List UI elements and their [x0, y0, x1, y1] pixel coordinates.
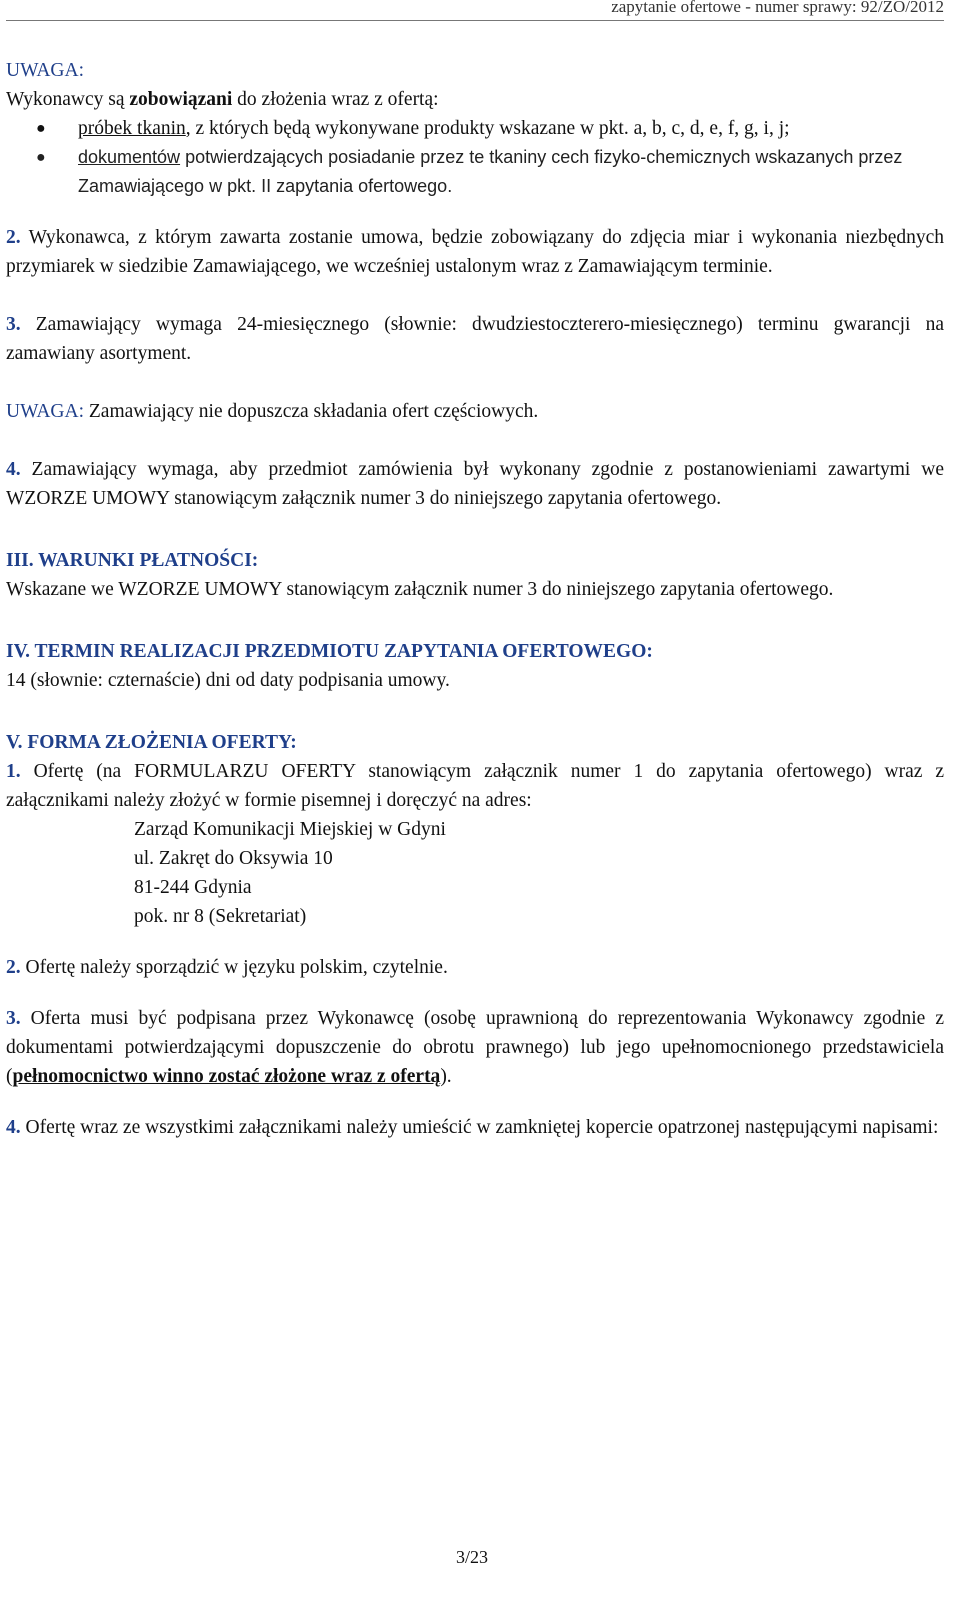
- section-5-heading: V. FORMA ZŁOŻENIA OFERTY:: [6, 732, 297, 753]
- section-5-paragraph-4: 4. Ofertę wraz ze wszystkimi załącznikami należy umieścić w zamkniętej kopercie opatrzonej następującymi napisami:: [6, 1117, 939, 1138]
- section-4-text: 14 (słownie: czternaście) dni od daty podpisania umowy.: [6, 670, 450, 691]
- address-line: pok. nr 8 (Sekretariat): [134, 906, 307, 927]
- list-item: ● dokumentów potwierdzających posiadanie przez te tkaniny cech fizyko-chemicznych wskazanych przez Zamawiającego w pkt. II zapytania ofertowego.: [6, 143, 944, 201]
- note-partial-offers: UWAGA: Zamawiający nie dopuszcza składania ofert częściowych.: [6, 401, 539, 422]
- page-content: [6, 56, 944, 1142]
- page-number: 3/23: [455, 1547, 488, 1567]
- list-item: ● próbek tkanin, z których będą wykonywane produkty wskazane w pkt. a, b, c, d, e, f, g, i, j;: [6, 114, 944, 143]
- address-line: Zarząd Komunikacji Miejskiej w Gdyni: [134, 819, 446, 840]
- address-line: 81-244 Gdynia: [134, 877, 252, 898]
- address-line: ul. Zakręt do Oksywia 10: [134, 848, 333, 869]
- paragraph-3: 3. Zamawiający wymaga 24-miesięcznego (słownie: dwudziestoczterero-miesięcznego) terminu gwarancji na zamawiany asortyment.: [6, 314, 944, 364]
- note-intro: Wykonawcy są zobowiązani do złożenia wraz z ofertą:: [6, 89, 439, 110]
- section-5-paragraph-3: 3. Oferta musi być podpisana przez Wykonawcę (osobę uprawnioną do reprezentowania Wykonawcy zgodnie z dokumentami potwierdzającymi dopuszczenie do obrotu prawnego) lub jego upełnomocnionego przedstawiciela (pełnomocnictwo winno zostać złożone wraz z ofertą).: [6, 1008, 944, 1087]
- paragraph-2: 2. Wykonawca, z którym zawarta zostanie umowa, będzie zobowiązany do zdjęcia miar i wykonania niezbędnych przymiarek w siedzibie Zamawiającego, we wcześniej ustalonym wraz z Zamawiającym terminie.: [6, 227, 944, 277]
- note-bullet-list: [6, 114, 944, 201]
- bullet-icon: ●: [36, 120, 46, 137]
- delivery-address: [6, 815, 944, 931]
- section-5-paragraph-2: 2. Ofertę należy sporządzić w języku polskim, czytelnie.: [6, 957, 448, 978]
- page-header: zapytanie ofertowe - numer sprawy: 92/ZO/2012: [611, 0, 944, 16]
- paragraph-4: 4. Zamawiający wymaga, aby przedmiot zamówienia był wykonany zgodnie z postanowieniami zawartymi we WZORZE UMOWY stanowiącym załącznik numer 3 do niniejszego zapytania ofertowego.: [6, 459, 944, 509]
- section-3-text: Wskazane we WZORZE UMOWY stanowiącym załącznik numer 3 do niniejszego zapytania ofertowego.: [6, 579, 834, 600]
- section-5-paragraph-1: 1. Ofertę (na FORMULARZU OFERTY stanowiącym załącznik numer 1 do zapytania ofertowego) wraz z załącznikami należy złożyć w formie pisemnej i doręczyć na adres:: [6, 761, 944, 811]
- section-3-heading: III. WARUNKI PŁATNOŚCI:: [6, 550, 259, 571]
- power-of-attorney-note: pełnomocnictwo winno zostać złożone wraz z ofertą: [12, 1066, 441, 1087]
- note-label: UWAGA:: [6, 60, 84, 81]
- bullet-icon: ●: [36, 149, 46, 166]
- header-rule: [6, 20, 944, 21]
- section-4-heading: IV. TERMIN REALIZACJI PRZEDMIOTU ZAPYTANIA OFERTOWEGO:: [6, 641, 653, 662]
